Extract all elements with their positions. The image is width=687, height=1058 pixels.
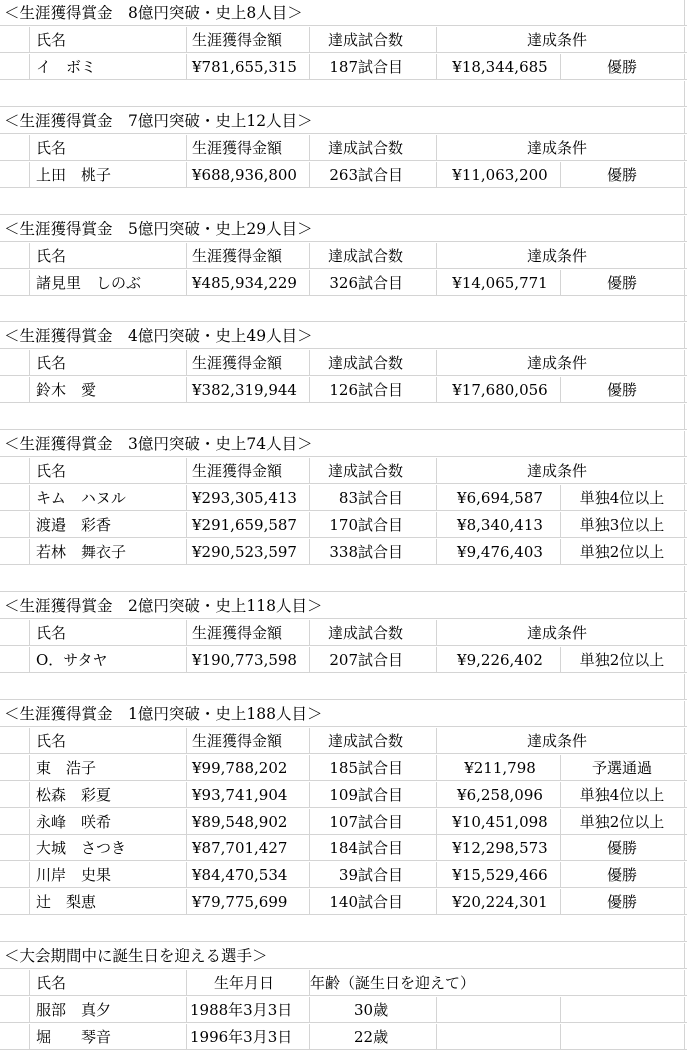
section-title-row bbox=[0, 943, 687, 969]
header-row bbox=[0, 620, 687, 646]
career-earnings: ¥190,773,598 bbox=[192, 650, 297, 669]
cell-divider bbox=[684, 135, 685, 161]
cell-divider bbox=[186, 539, 187, 565]
career-earnings: ¥485,934,229 bbox=[192, 273, 297, 292]
cell-divider bbox=[186, 809, 187, 835]
cell-divider bbox=[436, 889, 437, 915]
cell-divider bbox=[436, 1024, 437, 1050]
cell-divider bbox=[684, 916, 685, 942]
games-played: 207試合目 bbox=[329, 650, 404, 669]
cell-divider bbox=[684, 674, 685, 700]
cell-divider bbox=[309, 620, 310, 646]
header-name: 氏名 bbox=[36, 246, 67, 265]
cell-divider bbox=[684, 1024, 685, 1050]
cell-divider bbox=[684, 620, 685, 646]
cell-divider bbox=[436, 350, 437, 376]
cell-divider bbox=[684, 296, 685, 322]
achievement-condition: 優勝 bbox=[606, 839, 637, 858]
cell-divider bbox=[684, 458, 685, 484]
cell-divider bbox=[436, 162, 437, 188]
cell-divider bbox=[684, 970, 685, 996]
career-earnings: ¥79,775,699 bbox=[192, 893, 288, 912]
cell-divider bbox=[684, 404, 685, 430]
player-name: 松森 彩夏 bbox=[36, 785, 112, 804]
section-title: ＜大会期間中に誕生日を迎える選手＞ bbox=[4, 947, 268, 966]
table-row bbox=[0, 512, 687, 538]
player-name: 永峰 咲希 bbox=[36, 812, 112, 831]
required-amount: ¥14,065,771 bbox=[452, 273, 548, 292]
cell-divider bbox=[29, 755, 30, 781]
cell-divider bbox=[684, 81, 685, 107]
section-title: ＜生涯獲得賞金 4億円突破・史上49人目＞ bbox=[4, 327, 313, 346]
header-name: 氏名 bbox=[36, 974, 67, 993]
header-earnings: 生涯獲得金額 bbox=[192, 246, 283, 265]
cell-divider bbox=[309, 27, 310, 53]
header-condition: 達成条件 bbox=[527, 462, 588, 481]
cell-divider bbox=[684, 943, 685, 969]
section-title: ＜生涯獲得賞金 1億円突破・史上188人目＞ bbox=[4, 704, 323, 723]
cell-divider bbox=[186, 647, 187, 673]
games-played: 338試合目 bbox=[329, 543, 404, 561]
cell-divider bbox=[186, 377, 187, 403]
cell-divider bbox=[684, 0, 685, 26]
age-value: 30歳 bbox=[354, 1001, 389, 1020]
header-earnings: 生涯獲得金額 bbox=[192, 623, 283, 642]
cell-divider bbox=[309, 1024, 310, 1050]
player-name: キム ハヌル bbox=[36, 489, 126, 508]
header-earnings: 生涯獲得金額 bbox=[192, 354, 283, 373]
cell-divider bbox=[186, 970, 187, 996]
required-amount: ¥6,694,587 bbox=[457, 489, 543, 508]
player-name: 服部 真夕 bbox=[36, 1001, 112, 1020]
cell-divider bbox=[684, 350, 685, 376]
cell-divider bbox=[186, 862, 187, 888]
required-amount: ¥6,258,096 bbox=[457, 785, 543, 804]
cell-divider bbox=[186, 755, 187, 781]
achievement-condition: 優勝 bbox=[606, 381, 637, 400]
cell-divider bbox=[309, 135, 310, 161]
cell-divider bbox=[186, 54, 187, 80]
cell-divider bbox=[436, 862, 437, 888]
required-amount: ¥20,224,301 bbox=[452, 893, 548, 912]
player-name: O．サタヤ bbox=[36, 650, 108, 669]
games-played: 170試合目 bbox=[329, 516, 404, 535]
cell-divider bbox=[29, 647, 30, 673]
header-games: 達成試合数 bbox=[328, 138, 404, 157]
required-amount: ¥211,798 bbox=[464, 758, 536, 777]
cell-divider bbox=[436, 755, 437, 781]
section-title-row bbox=[0, 108, 687, 134]
cell-divider bbox=[684, 701, 685, 727]
header-condition: 達成条件 bbox=[527, 246, 588, 265]
games-played: 107試合目 bbox=[329, 812, 404, 831]
cell-divider bbox=[186, 350, 187, 376]
career-earnings: ¥291,659,587 bbox=[192, 516, 297, 535]
section-title-row bbox=[0, 0, 687, 26]
cell-divider bbox=[436, 458, 437, 484]
games-played: 83試合目 bbox=[338, 489, 404, 508]
player-name: 若林 舞衣子 bbox=[36, 543, 127, 561]
cell-divider bbox=[436, 620, 437, 646]
header-row bbox=[0, 27, 687, 53]
cell-divider bbox=[684, 566, 685, 592]
career-earnings: ¥87,701,427 bbox=[192, 839, 288, 858]
cell-divider bbox=[684, 243, 685, 269]
cell-divider bbox=[29, 1024, 30, 1050]
cell-divider bbox=[436, 647, 437, 673]
achievement-condition: 優勝 bbox=[606, 866, 637, 885]
header-games: 達成試合数 bbox=[328, 30, 404, 49]
table-row bbox=[0, 539, 687, 565]
cell-divider bbox=[186, 1024, 187, 1050]
cell-divider bbox=[186, 27, 187, 53]
player-name: 大城 さつき bbox=[36, 839, 127, 858]
cell-divider bbox=[684, 431, 685, 457]
blank-row bbox=[0, 674, 687, 700]
career-earnings: ¥293,305,413 bbox=[192, 489, 297, 508]
table-row bbox=[0, 835, 687, 861]
cell-divider bbox=[684, 27, 685, 53]
age-value: 22歳 bbox=[354, 1028, 389, 1047]
cell-divider bbox=[684, 162, 685, 188]
blank-row bbox=[0, 189, 687, 215]
achievement-condition: 優勝 bbox=[606, 165, 637, 184]
cell-divider bbox=[29, 782, 30, 808]
cell-divider bbox=[436, 270, 437, 296]
cell-divider bbox=[684, 54, 685, 80]
cell-divider bbox=[29, 54, 30, 80]
cell-divider bbox=[436, 485, 437, 511]
cell-divider bbox=[436, 135, 437, 161]
career-earnings: ¥99,788,202 bbox=[192, 758, 288, 777]
player-name: 辻 梨恵 bbox=[36, 893, 97, 912]
required-amount: ¥12,298,573 bbox=[452, 839, 548, 858]
cell-divider bbox=[186, 162, 187, 188]
blank-row bbox=[0, 296, 687, 322]
cell-divider bbox=[436, 809, 437, 835]
player-name: 上田 桃子 bbox=[36, 165, 112, 184]
cell-divider bbox=[309, 728, 310, 754]
player-name: 東 浩子 bbox=[36, 758, 97, 777]
table-row bbox=[0, 377, 687, 403]
header-games: 達成試合数 bbox=[328, 623, 404, 642]
cell-divider bbox=[684, 485, 685, 511]
header-name: 氏名 bbox=[36, 354, 67, 373]
header-games: 達成試合数 bbox=[328, 354, 404, 373]
cell-divider bbox=[186, 270, 187, 296]
cell-divider bbox=[29, 835, 30, 861]
cell-divider bbox=[684, 270, 685, 296]
cell-divider bbox=[436, 997, 437, 1023]
games-played: 126試合目 bbox=[329, 381, 404, 400]
cell-divider bbox=[29, 27, 30, 53]
achievement-condition: 単独2位以上 bbox=[579, 812, 665, 831]
cell-divider bbox=[29, 620, 30, 646]
cell-divider bbox=[684, 647, 685, 673]
cell-divider bbox=[29, 512, 30, 538]
section-title-row bbox=[0, 323, 687, 349]
cell-divider bbox=[309, 350, 310, 376]
cell-divider bbox=[684, 835, 685, 861]
cell-divider bbox=[684, 809, 685, 835]
header-condition: 達成条件 bbox=[527, 138, 588, 157]
header-row bbox=[0, 970, 687, 996]
header-games: 達成試合数 bbox=[328, 462, 404, 481]
cell-divider bbox=[684, 108, 685, 134]
cell-divider bbox=[436, 835, 437, 861]
cell-divider bbox=[684, 889, 685, 915]
cell-divider bbox=[560, 997, 561, 1023]
cell-divider bbox=[29, 485, 30, 511]
cell-divider bbox=[29, 809, 30, 835]
required-amount: ¥18,344,685 bbox=[452, 57, 548, 76]
blank-row bbox=[0, 404, 687, 430]
table-row bbox=[0, 755, 687, 781]
blank-row bbox=[0, 566, 687, 592]
games-played: 263試合目 bbox=[329, 165, 404, 184]
career-earnings: ¥290,523,597 bbox=[192, 543, 297, 561]
blank-row bbox=[0, 916, 687, 942]
cell-divider bbox=[186, 458, 187, 484]
cell-divider bbox=[684, 755, 685, 781]
header-name: 氏名 bbox=[36, 30, 67, 49]
cell-divider bbox=[186, 512, 187, 538]
cell-divider bbox=[684, 997, 685, 1023]
header-condition: 達成条件 bbox=[527, 731, 588, 750]
achievement-condition: 予選通過 bbox=[591, 758, 652, 777]
table-row bbox=[0, 997, 687, 1023]
header-row bbox=[0, 243, 687, 269]
table-row bbox=[0, 1024, 687, 1050]
cell-divider bbox=[29, 728, 30, 754]
cell-divider bbox=[684, 728, 685, 754]
achievement-condition: 優勝 bbox=[606, 893, 637, 912]
cell-divider bbox=[29, 270, 30, 296]
table-row bbox=[0, 889, 687, 915]
required-amount: ¥10,451,098 bbox=[452, 812, 548, 831]
cell-divider bbox=[684, 377, 685, 403]
cell-divider bbox=[684, 216, 685, 242]
section-title: ＜生涯獲得賞金 8億円突破・史上8人目＞ bbox=[4, 4, 303, 22]
cell-divider bbox=[29, 377, 30, 403]
required-amount: ¥17,680,056 bbox=[452, 381, 548, 400]
cell-divider bbox=[436, 377, 437, 403]
section-title-row bbox=[0, 216, 687, 242]
header-name: 氏名 bbox=[36, 731, 67, 750]
section-title: ＜生涯獲得賞金 3億円突破・史上74人目＞ bbox=[4, 435, 313, 454]
cell-divider bbox=[186, 485, 187, 511]
required-amount: ¥9,226,402 bbox=[457, 650, 543, 669]
header-row bbox=[0, 728, 687, 754]
cell-divider bbox=[436, 54, 437, 80]
cell-divider bbox=[186, 620, 187, 646]
table-row bbox=[0, 647, 687, 673]
birth-date: 1988年3月3日 bbox=[190, 1001, 293, 1020]
games-played: 140試合目 bbox=[329, 893, 404, 912]
header-row bbox=[0, 458, 687, 484]
required-amount: ¥15,529,466 bbox=[452, 866, 548, 885]
cell-divider bbox=[436, 539, 437, 565]
cell-divider bbox=[186, 782, 187, 808]
birth-date: 1996年3月3日 bbox=[190, 1028, 293, 1047]
table-row bbox=[0, 270, 687, 296]
header-name: 氏名 bbox=[36, 623, 67, 642]
cell-divider bbox=[186, 889, 187, 915]
header-name: 氏名 bbox=[36, 138, 67, 157]
section-title-row bbox=[0, 593, 687, 619]
cell-divider bbox=[29, 539, 30, 565]
cell-divider bbox=[436, 243, 437, 269]
cell-divider bbox=[684, 593, 685, 619]
section-title: ＜生涯獲得賞金 5億円突破・史上29人目＞ bbox=[4, 219, 313, 238]
header-games: 達成試合数 bbox=[328, 731, 404, 750]
cell-divider bbox=[436, 27, 437, 53]
table-row bbox=[0, 809, 687, 835]
cell-divider bbox=[560, 1024, 561, 1050]
achievement-condition: 優勝 bbox=[606, 57, 637, 76]
cell-divider bbox=[29, 458, 30, 484]
achievement-condition: 単独3位以上 bbox=[579, 516, 665, 535]
header-earnings: 生涯獲得金額 bbox=[192, 731, 283, 750]
cell-divider bbox=[29, 350, 30, 376]
cell-divider bbox=[29, 162, 30, 188]
cell-divider bbox=[684, 862, 685, 888]
cell-divider bbox=[309, 997, 310, 1023]
section-title: ＜生涯獲得賞金 7億円突破・史上12人目＞ bbox=[4, 111, 313, 130]
required-amount: ¥8,340,413 bbox=[457, 516, 543, 535]
blank-row bbox=[0, 81, 687, 107]
career-earnings: ¥781,655,315 bbox=[192, 57, 297, 76]
games-played: 185試合目 bbox=[329, 758, 404, 777]
achievement-condition: 単独2位以上 bbox=[579, 650, 665, 669]
section-title-row bbox=[0, 431, 687, 457]
table-row bbox=[0, 162, 687, 188]
games-played: 109試合目 bbox=[329, 785, 404, 804]
player-name: 鈴木 愛 bbox=[36, 381, 97, 400]
cell-divider bbox=[684, 539, 685, 565]
table-row bbox=[0, 485, 687, 511]
cell-divider bbox=[684, 512, 685, 538]
achievement-condition: 優勝 bbox=[606, 273, 637, 292]
header-row bbox=[0, 350, 687, 376]
cell-divider bbox=[436, 728, 437, 754]
cell-divider bbox=[29, 135, 30, 161]
achievement-condition: 単独2位以上 bbox=[579, 543, 665, 561]
games-played: 187試合目 bbox=[329, 57, 404, 76]
cell-divider bbox=[29, 997, 30, 1023]
header-earnings: 生涯獲得金額 bbox=[192, 462, 283, 481]
cell-divider bbox=[186, 135, 187, 161]
cell-divider bbox=[186, 835, 187, 861]
player-name: 堀 琴音 bbox=[36, 1028, 112, 1047]
cell-divider bbox=[684, 782, 685, 808]
cell-divider bbox=[186, 728, 187, 754]
player-name: イ ボミ bbox=[36, 57, 97, 76]
section-title: ＜生涯獲得賞金 2億円突破・史上118人目＞ bbox=[4, 596, 323, 615]
player-name: 川岸 史果 bbox=[36, 866, 112, 885]
cell-divider bbox=[186, 243, 187, 269]
header-row bbox=[0, 135, 687, 161]
cell-divider bbox=[684, 189, 685, 215]
career-earnings: ¥93,741,904 bbox=[192, 785, 288, 804]
games-played: 326試合目 bbox=[329, 273, 404, 292]
achievement-condition: 単独4位以上 bbox=[579, 785, 665, 804]
achievement-condition: 単独4位以上 bbox=[579, 489, 665, 508]
header-condition: 達成条件 bbox=[527, 30, 588, 49]
cell-divider bbox=[309, 458, 310, 484]
header-games: 達成試合数 bbox=[328, 246, 404, 265]
player-name: 渡邉 彩香 bbox=[36, 516, 112, 535]
header-condition: 達成条件 bbox=[527, 623, 588, 642]
section-title-row bbox=[0, 701, 687, 727]
table-row bbox=[0, 54, 687, 80]
cell-divider bbox=[29, 862, 30, 888]
required-amount: ¥9,476,403 bbox=[457, 543, 543, 561]
career-earnings: ¥382,319,944 bbox=[192, 381, 297, 400]
table-row bbox=[0, 782, 687, 808]
header-earnings: 生涯獲得金額 bbox=[192, 30, 283, 49]
career-earnings: ¥84,470,534 bbox=[192, 866, 288, 885]
required-amount: ¥11,063,200 bbox=[452, 165, 548, 184]
cell-divider bbox=[186, 997, 187, 1023]
cell-divider bbox=[309, 243, 310, 269]
header-birthdate: 生年月日 bbox=[214, 974, 275, 993]
cell-divider bbox=[436, 512, 437, 538]
table-row bbox=[0, 862, 687, 888]
header-age: 年齢（誕生日を迎えて） bbox=[310, 974, 476, 993]
cell-divider bbox=[29, 970, 30, 996]
header-condition: 達成条件 bbox=[527, 354, 588, 373]
header-earnings: 生涯獲得金額 bbox=[192, 138, 283, 157]
games-played: 184試合目 bbox=[329, 839, 404, 858]
career-earnings: ¥89,548,902 bbox=[192, 812, 288, 831]
cell-divider bbox=[436, 782, 437, 808]
career-earnings: ¥688,936,800 bbox=[192, 165, 297, 184]
games-played: 39試合目 bbox=[338, 866, 404, 885]
cell-divider bbox=[29, 243, 30, 269]
header-name: 氏名 bbox=[36, 462, 67, 481]
player-name: 諸見里 しのぶ bbox=[36, 273, 142, 292]
cell-divider bbox=[29, 889, 30, 915]
cell-divider bbox=[684, 323, 685, 349]
